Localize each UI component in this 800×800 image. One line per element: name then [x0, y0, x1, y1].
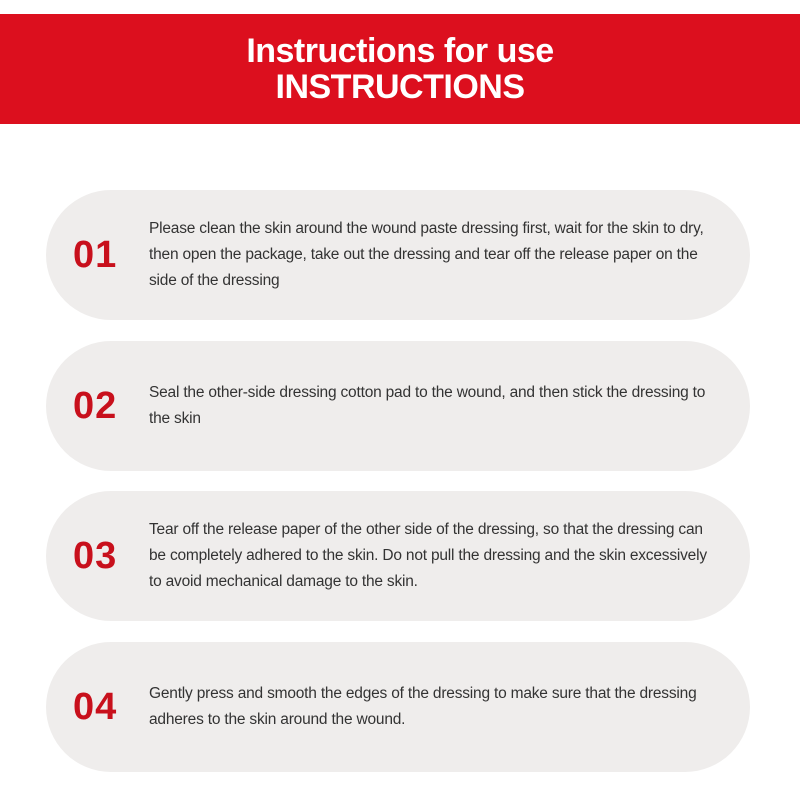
step-card-02	[46, 341, 750, 471]
step-text: Tear off the release paper of the other side of the dressing, so that the dressing can be completely adhered to the skin. Do not pull the dressing and the skin excessively to avoid mechanical damage to the skin.	[149, 521, 707, 590]
step-text: Gently press and smooth the edges of the dressing to make sure that the dressing adheres to the skin around the wound.	[149, 685, 697, 728]
header-banner	[0, 14, 800, 124]
step-card-03	[46, 491, 750, 621]
step-text: Please clean the skin around the wound paste dressing first, wait for the skin to dry, then open the package, take out the dressing and tear off the release paper on the side of the dressing	[149, 220, 704, 289]
header-title: Instructions for use	[246, 32, 554, 70]
step-text: Seal the other-side dressing cotton pad to the wound, and then stick the dressing to the skin	[149, 384, 706, 427]
step-number: 01	[73, 233, 118, 276]
header-subtitle: INSTRUCTIONS	[275, 68, 525, 106]
step-number: 02	[73, 384, 118, 427]
step-card-04	[46, 642, 750, 772]
step-number: 03	[73, 534, 118, 577]
step-card-01	[46, 190, 750, 320]
step-number: 04	[73, 685, 118, 728]
